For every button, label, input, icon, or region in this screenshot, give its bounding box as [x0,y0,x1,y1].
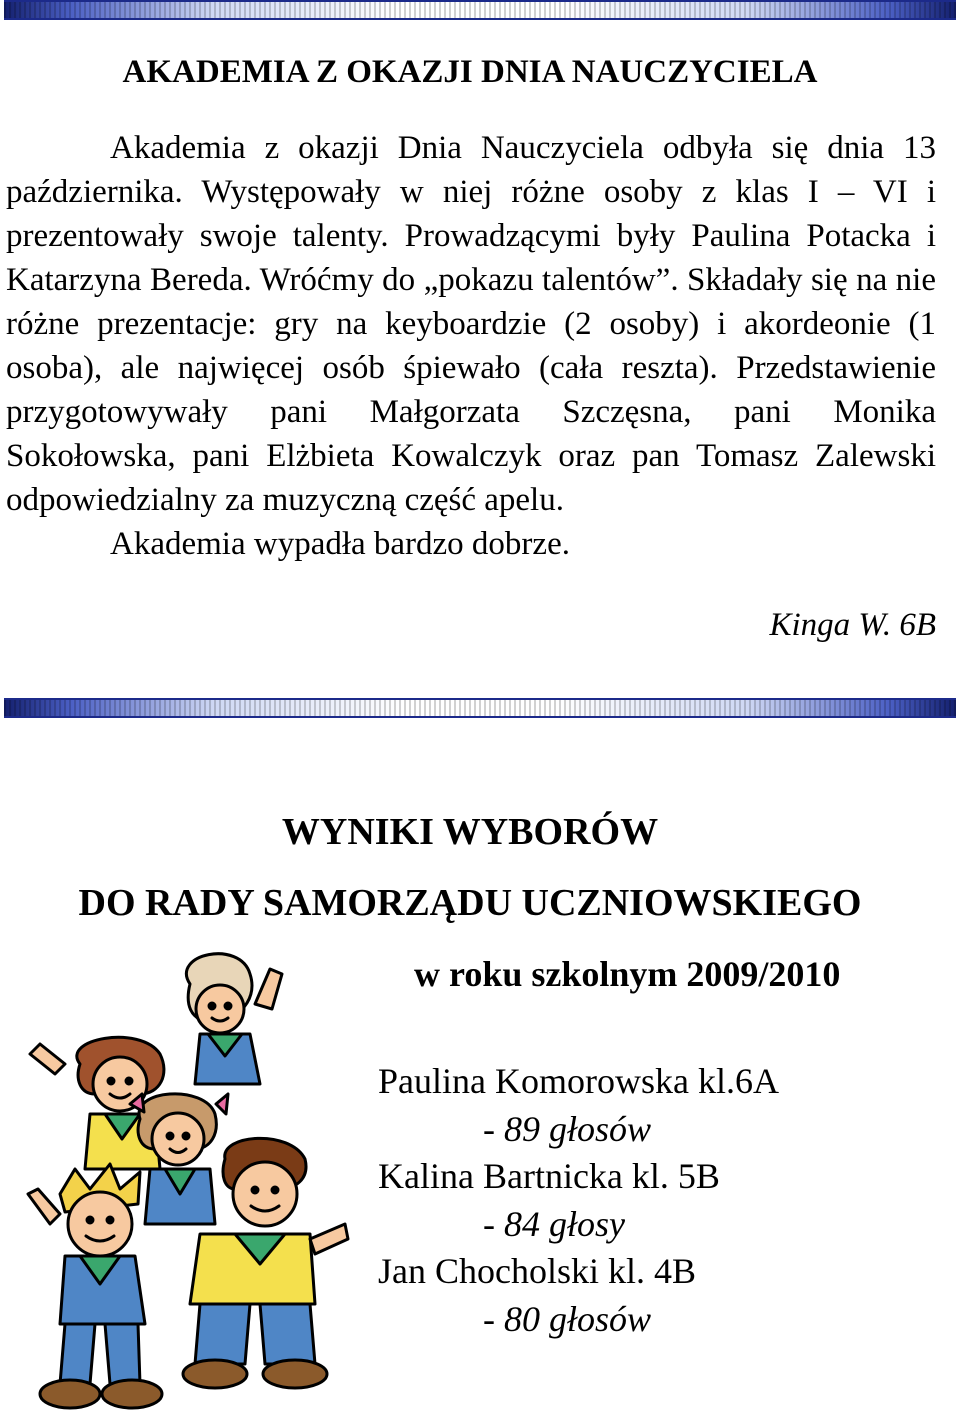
result-votes: - 89 głosów [483,1108,652,1149]
result-item [378,1248,938,1343]
article-author: Kinga W. 6B [769,607,936,643]
child-top-figure [186,954,282,1084]
result-name: Paulina Komorowska kl.6A [378,1061,779,1101]
result-item [378,1058,938,1153]
scouts-children-illustration [20,944,350,1414]
election-results-list [378,1058,938,1343]
result-item [378,1153,938,1248]
result-name: Jan Chocholski kl. 4B [378,1251,697,1291]
middle-decorative-bar [4,698,956,718]
top-decorative-bar [4,0,956,20]
article-body [6,126,936,566]
election-title-line2: DO RADY SAMORZĄDU UCZNIOWSKIEGO [78,882,862,924]
article-closing: Akademia wypadła bardzo dobrze. [110,526,570,562]
election-subtitle: w roku szkolnym 2009/2010 [414,954,841,994]
article-paragraph: Akademia z okazji Dnia Nauczyciela odbyła się dnia 13 października. Występowały w niej różne osoby z klas I – VI i prezentowały swoje talenty. Prowadzącymi były Paulina Potacka i Katarzyna Bereda. Wróćmy do „pokazu talentów”. Składały się na nie różne prezentacje: gry na keyboardzie (2 osoby) i akordeonie (1 osoba), ale najwięcej osób śpiewało (cała reszta). Przedstawienie przygotowywały pani Małgorzata Szczęsna, pani Monika Sokołowska, pani Elżbieta Kowalczyk oraz pan Tomasz Zalewski odpowiedzialny za muzyczną część apelu. [6,130,936,518]
article-title: AKADEMIA Z OKAZJI DNIA NAUCZYCIELA [122,54,818,90]
child-blonde-boy-figure [28,1164,162,1408]
result-votes: - 84 głosy [483,1203,625,1244]
election-title-line1: WYNIKI WYBORÓW [281,811,659,853]
result-votes: - 80 głosów [483,1298,652,1339]
result-name: Kalina Bartnicka kl. 5B [378,1156,720,1196]
